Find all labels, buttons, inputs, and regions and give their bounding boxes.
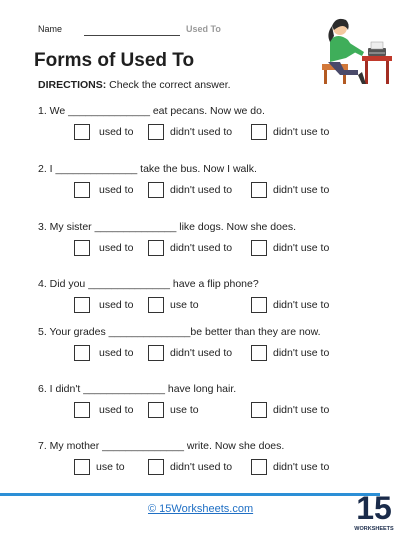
answer-checkbox[interactable] <box>74 182 90 198</box>
option-label: used to <box>99 126 134 138</box>
directions-text: Check the correct answer. <box>106 79 231 91</box>
question-text: 7. My mother ______________ write. Now she does. <box>38 440 285 452</box>
answer-checkbox[interactable] <box>251 297 267 313</box>
answer-checkbox[interactable] <box>251 345 267 361</box>
answer-checkbox[interactable] <box>251 240 267 256</box>
option-label: didn't used to <box>170 461 233 473</box>
answer-checkbox[interactable] <box>74 124 90 140</box>
option-label: didn't use to <box>273 184 330 196</box>
answer-checkbox[interactable] <box>251 402 267 418</box>
answer-checkbox[interactable] <box>148 459 164 475</box>
directions <box>38 79 231 91</box>
directions-label: DIRECTIONS: <box>38 79 107 91</box>
answer-checkbox[interactable] <box>74 345 90 361</box>
person-at-typewriter-icon <box>318 12 394 88</box>
footer-link[interactable]: © 15Worksheets.com <box>148 503 254 515</box>
option-label: didn't use to <box>273 299 330 311</box>
question-text: 3. My sister ______________ like dogs. Now she does. <box>38 221 296 233</box>
answer-checkbox[interactable] <box>148 345 164 361</box>
option-label: used to <box>99 404 134 416</box>
option-label: used to <box>99 242 134 254</box>
option-label: use to <box>170 404 199 416</box>
answer-checkbox[interactable] <box>251 182 267 198</box>
answer-checkbox[interactable] <box>74 240 90 256</box>
option-label: didn't used to <box>170 347 233 359</box>
answer-checkbox[interactable] <box>74 297 90 313</box>
option-label: used to <box>99 184 134 196</box>
answer-checkbox[interactable] <box>251 459 267 475</box>
option-label: didn't use to <box>273 242 330 254</box>
option-label: used to <box>99 347 134 359</box>
question-text: 6. I didn't ______________ have long hair. <box>38 383 237 395</box>
question-text: 2. I ______________ take the bus. Now I walk. <box>38 163 257 175</box>
question-text: 4. Did you ______________ have a flip phone? <box>38 278 259 290</box>
logo-text: WORKSHEETS <box>354 526 394 532</box>
logo-number: 15 <box>356 490 392 526</box>
answer-checkbox[interactable] <box>148 402 164 418</box>
name-field[interactable] <box>84 35 180 36</box>
option-label: use to <box>170 299 199 311</box>
answer-checkbox[interactable] <box>74 459 90 475</box>
question-text: 1. We ______________ eat pecans. Now we do. <box>38 105 265 117</box>
option-label: didn't use to <box>273 126 330 138</box>
worksheet-subtitle: Used To <box>186 24 221 34</box>
answer-checkbox[interactable] <box>148 124 164 140</box>
option-label: didn't used to <box>170 126 233 138</box>
option-label: use to <box>96 461 125 473</box>
page-title: Forms of Used To <box>34 50 195 71</box>
answer-checkbox[interactable] <box>74 402 90 418</box>
question-text: 5. Your grades ______________be better than they are now. <box>38 326 321 338</box>
option-label: didn't used to <box>170 242 233 254</box>
answer-checkbox[interactable] <box>148 182 164 198</box>
option-label: used to <box>99 299 134 311</box>
option-label: didn't used to <box>170 184 233 196</box>
option-label: didn't use to <box>273 404 330 416</box>
option-label: didn't use to <box>273 347 330 359</box>
answer-checkbox[interactable] <box>148 297 164 313</box>
worksheets-logo <box>354 487 394 533</box>
answer-checkbox[interactable] <box>251 124 267 140</box>
answer-checkbox[interactable] <box>148 240 164 256</box>
name-label: Name <box>38 24 63 34</box>
option-label: didn't use to <box>273 461 330 473</box>
footer-divider <box>0 493 380 496</box>
